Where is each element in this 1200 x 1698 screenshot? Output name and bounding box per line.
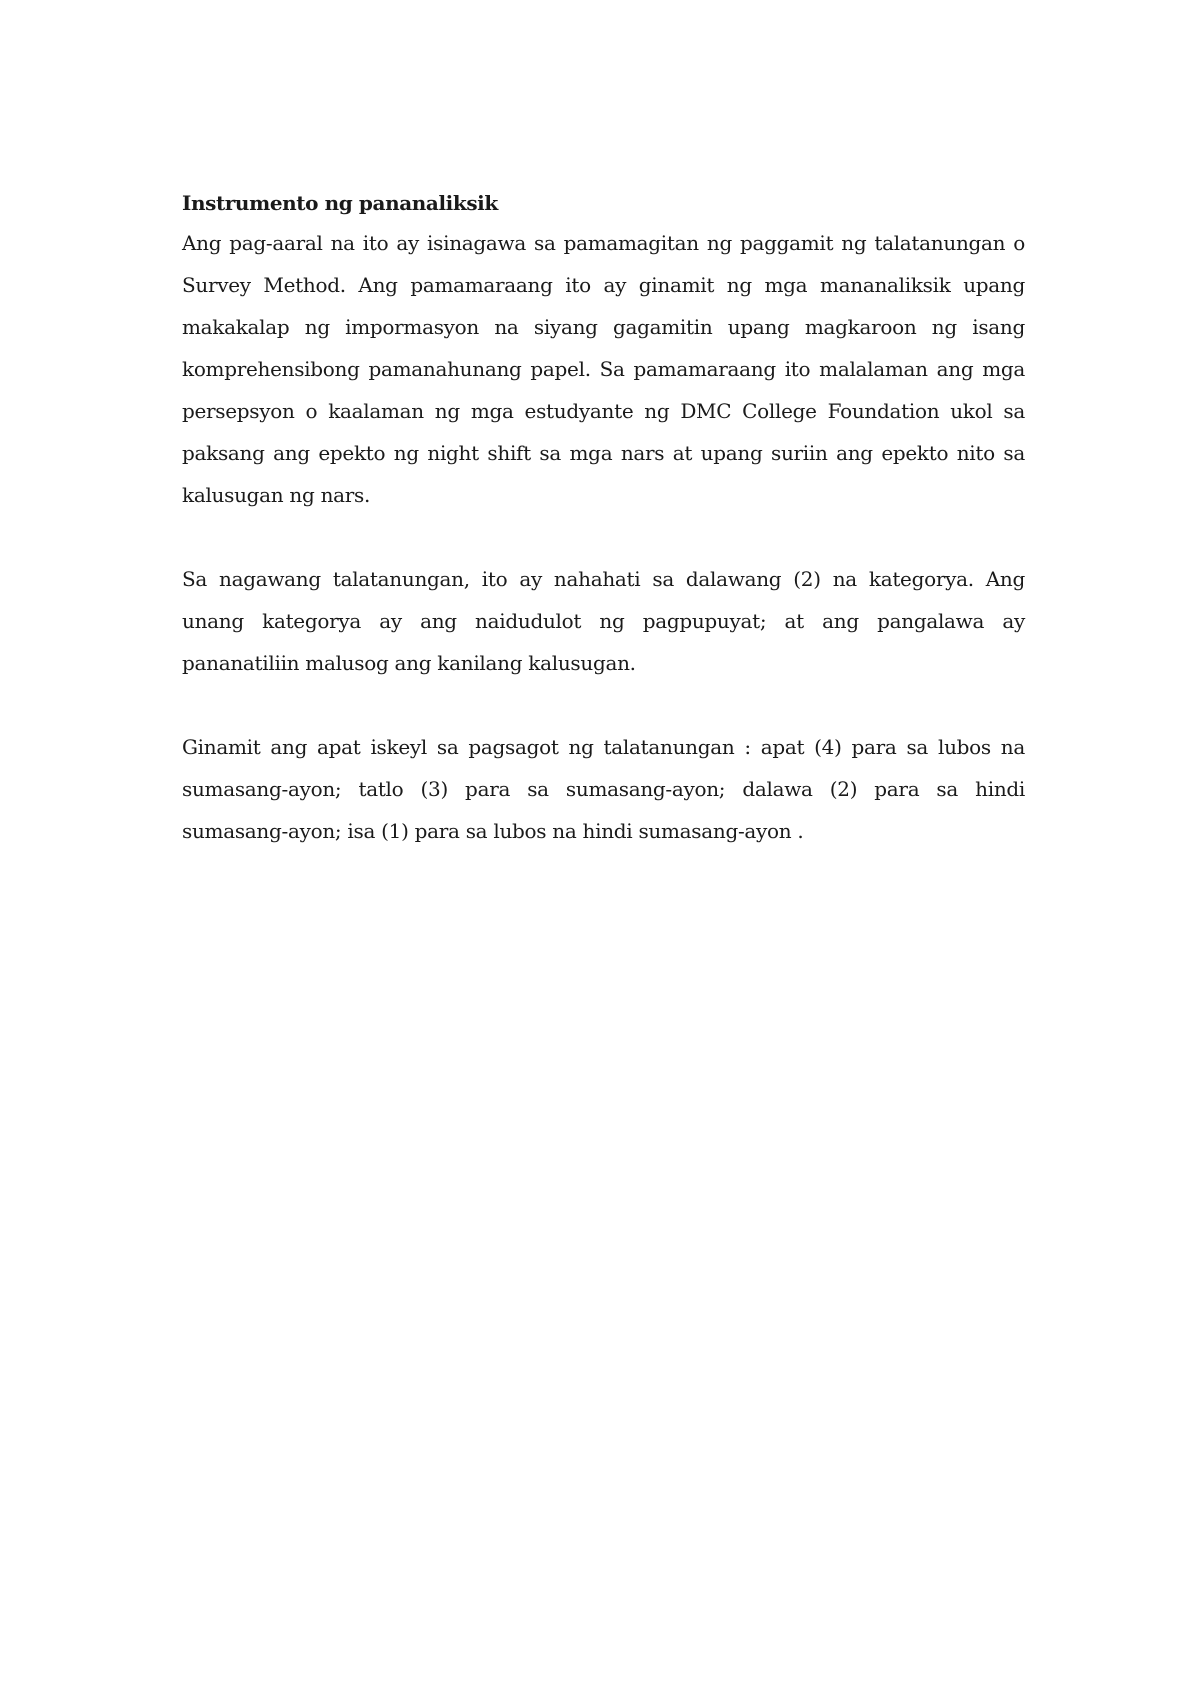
- document-body: [182, 188, 1025, 852]
- paragraph-categories: Sa nagawang talatanungan, ito ay nahahati sa dalawang (2) na kategorya. Ang unang kategorya ay ang naidudulot ng pagpupuyat; at ang pangalawa ay pananatiliin malusog ang kanilang kalusugan.: [182, 567, 1025, 675]
- section-heading: Instrumento ng pananaliksik: [182, 191, 498, 215]
- paragraph-scale: Ginamit ang apat iskeyl sa pagsagot ng talatanungan : apat (4) para sa lubos na sumasang-ayon; tatlo (3) para sa sumasang-ayon; dalawa (2) para sa hindi sumasang-ayon; isa (1) para sa lubos na hindi sumasang-ayon .: [182, 735, 1025, 843]
- paragraph-instrument-description: Ang pag-aaral na ito ay isinagawa sa pamamagitan ng paggamit ng talatanungan o Survey Method. Ang pamamaraang ito ay ginamit ng mga mananaliksik upang makakalap ng impormasyon na siyang gagamitin upang magkaroon ng isang komprehensibong pamanahunang papel. Sa pamamaraang ito malalaman ang mga persepsyon o kaalaman ng mga estudyante ng DMC College Foundation ukol sa paksang ang epekto ng night shift sa mga nars at upang suriin ang epekto nito sa kalusugan ng nars.: [182, 231, 1025, 507]
